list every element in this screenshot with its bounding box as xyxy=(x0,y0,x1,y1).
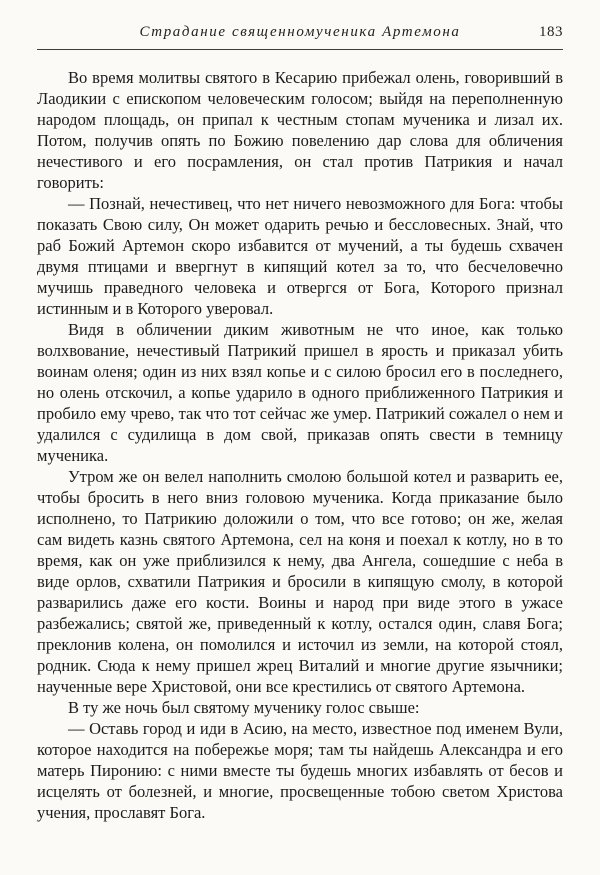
header-rule xyxy=(37,49,563,50)
text-body xyxy=(37,67,563,823)
page-number: 183 xyxy=(539,24,563,40)
running-header-title: Страдание священномученика Артемона xyxy=(139,24,461,40)
paragraph: Во время молитвы святого в Кесарию прибежал олень, говоривший в Лаодикии с епископом человеческим голосом; выйдя на переполненную народом площадь, он припал к честным стопам мученика и лизал их. Потом, получив опять по Божию повелению дар слова для обличения нечестивого и его посрамления, он стал против Патрикия и начал говорить: xyxy=(37,68,563,192)
paragraph: — Оставь город и иди в Асию, на место, известное под именем Вули, которое находится на побережье моря; там ты найдешь Александра и его матерь Пиронию: с ними вместе ты будешь многих избавлять от бесов и исцелять от болезней, и многие, просвещенные тобою светом Христова учения, прославят Бога. xyxy=(37,719,563,822)
paragraph: Утром же он велел наполнить смолою большой котел и разварить ее, чтобы бросить в него вниз головою мученика. Когда приказание было исполнено, то Патрикию доложили о том, что все готово; он же, желая сам видеть казнь святого Артемона, сел на коня и поехал к котлу, но в то время, как он уже приблизился к нему, два Ангела, сошедшие с неба в виде орлов, схватили Патрикия и бросили в кипящую смолу, в которой разварились даже его кости. Воины и народ при виде этого в ужасе разбежались; святой же, приведенный к котлу, остался один, славя Бога; преклонив колена, он помолился и источил из земли, на которой стоял, родник. Сюда к нему пришел жрец Виталий и многие другие язычники; наученные вере Христовой, они все крестились от святого Артемона. xyxy=(37,467,563,696)
page-header xyxy=(37,24,563,46)
paragraph: — Познай, нечестивец, что нет ничего невозможного для Бога: чтобы показать Свою силу, Он может одарить речью и бессловесных. Знай, что раб Божий Артемон скоро избавится от мучений, а ты будешь схвачен двумя птицами и ввергнут в кипящий котел за то, что бесчеловечно мучишь праведного человека и отвергся от Бога, Которого признал истинным и в Которого уверовал. xyxy=(37,194,563,318)
paragraph: В ту же ночь был святому мученику голос свыше: xyxy=(68,698,420,717)
paragraph: Видя в обличении диким животным не что иное, как только волхвование, нечестивый Патрикий пришел в ярость и приказал убить воинам оленя; один из них взял копье и с силою бросил его в последнего, но олень отскочил, а копье ударило в одного приближенного Патрикия и пробило ему чрево, так что тот сейчас же умер. Патрикий сожалел о нем и удалился с судилища в дом свой, приказав опять свести в темницу мученика. xyxy=(37,320,563,465)
